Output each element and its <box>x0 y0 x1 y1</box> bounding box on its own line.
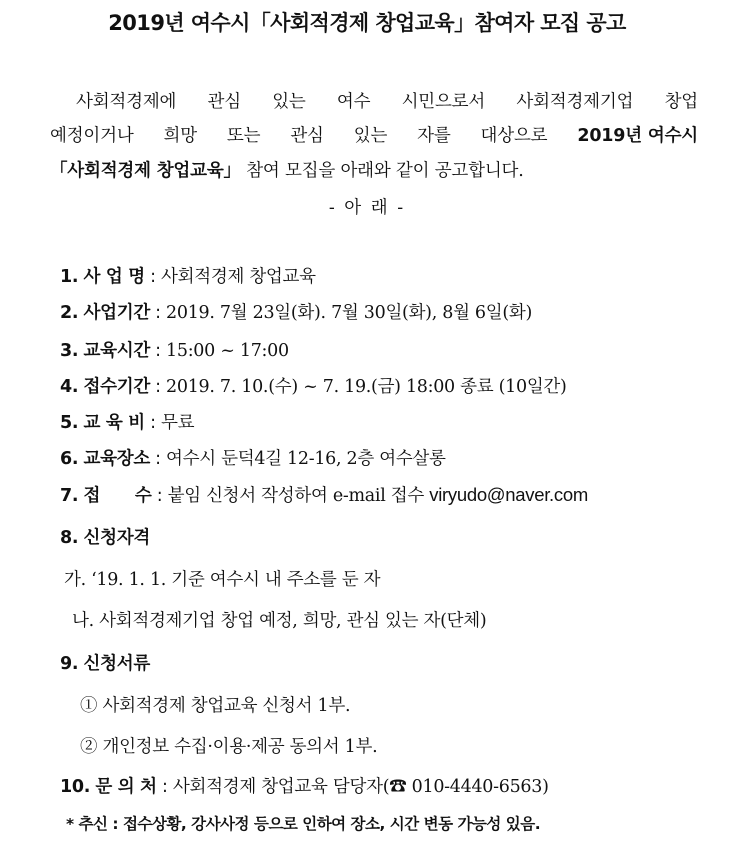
intro-word: 관심 <box>290 126 324 146</box>
intro-line-2 <box>50 122 698 147</box>
item-value: 사회적경제 창업교육 <box>161 267 316 287</box>
item-colon: : <box>149 303 167 323</box>
item-period <box>60 299 532 324</box>
item-number: 7. <box>60 486 79 506</box>
item-value: 15:00 ~ 17:00 <box>166 341 289 361</box>
item-colon: : <box>151 486 168 506</box>
item-documents <box>60 650 150 675</box>
item-label: 사 업 명 <box>83 267 145 287</box>
intro-word: 관심 <box>207 92 241 112</box>
intro-bold-program: 「사회적경제 창업교육」 <box>50 161 241 181</box>
item-number: 1. <box>60 267 79 287</box>
intro-rest: 참여 모집을 아래와 같이 공고합니다. <box>240 161 524 181</box>
intro-word: 희망 <box>163 126 197 146</box>
section-divider: - 아 래 - <box>328 198 406 218</box>
contact-phone: 010-4440-6563) <box>406 777 549 797</box>
item-label: 사업기간 <box>83 303 150 323</box>
item-contact <box>60 773 549 798</box>
item-label: 신청서류 <box>83 654 150 674</box>
intro-word: 사회적경제에 <box>76 92 177 112</box>
contact-email-link[interactable]: viryudo@naver.com <box>429 484 588 505</box>
item-label: 교 육 비 <box>83 413 145 433</box>
intro-word: 예정이거나 <box>50 126 134 146</box>
item-value: 2019. 7. 10.(수) ~ 7. 19.(금) 18:00 종료 (10일간) <box>166 377 567 397</box>
item-colon: : <box>149 449 167 469</box>
item-fee <box>60 409 194 434</box>
item-value: 여수시 둔덕4길 12-16, 2층 여수살롱 <box>166 449 446 469</box>
item-number: 10. <box>60 777 91 797</box>
item-number: 6. <box>60 449 79 469</box>
intro-word: 여수 <box>336 92 371 112</box>
eligibility-item-b: 나. 사회적경제기업 창업 예정, 희망, 관심 있는 자(단체) <box>72 611 487 631</box>
intro-line-1 <box>50 88 698 113</box>
postscript-note: * 추신 : 접수상황, 강사사정 등으로 인하여 장소, 시간 변동 가능성 있음. <box>66 815 541 833</box>
item-project-name <box>60 263 316 288</box>
item-colon: : <box>156 777 173 797</box>
intro-word: 있는 <box>353 126 388 146</box>
item-number: 4. <box>60 377 79 397</box>
item-number: 9. <box>60 654 79 674</box>
item-label: 문 의 처 <box>95 777 157 797</box>
item-colon: : <box>144 413 162 433</box>
item-application-period <box>60 373 567 398</box>
item-submission <box>60 482 588 507</box>
eligibility-item-a: 가. ‘19. 1. 1. 기준 여수시 내 주소를 둔 자 <box>64 570 381 590</box>
item-venue <box>60 445 446 470</box>
intro-word: 창업 <box>664 92 698 112</box>
item-value: 무료 <box>161 413 195 433</box>
item-label: 접수기간 <box>83 377 150 397</box>
document-item-1: ① 사회적경제 창업교육 신청서 1부. <box>80 696 351 716</box>
item-label: 교육장소 <box>83 449 150 469</box>
item-value: 사회적경제 창업교육 담당자( <box>172 777 390 797</box>
intro-bold-year-city: 2019년 여수시 <box>577 126 698 146</box>
intro-word: 있는 <box>272 92 306 112</box>
item-colon: : <box>144 267 162 287</box>
intro-word: 사회적경제기업 <box>516 92 634 112</box>
phone-icon: ☎ <box>389 777 407 797</box>
item-number: 5. <box>60 413 79 433</box>
item-colon: : <box>149 341 167 361</box>
intro-word: 시민으로서 <box>401 92 486 112</box>
item-label: 교육시간 <box>83 341 150 361</box>
intro-word: 또는 <box>226 126 261 146</box>
intro-word: 대상으로 <box>480 126 548 146</box>
item-eligibility <box>60 524 150 549</box>
item-number: 8. <box>60 528 79 548</box>
item-value: 2019. 7월 23일(화). 7월 30일(화), 8월 6일(화) <box>166 303 533 323</box>
item-number: 3. <box>60 341 79 361</box>
document-item-2: ② 개인정보 수집·이용·제공 동의서 1부. <box>80 737 378 757</box>
item-label: 신청자격 <box>83 528 150 548</box>
intro-line-3 <box>50 157 698 182</box>
item-colon: : <box>149 377 167 397</box>
item-value: 붙임 신청서 작성하여 e-mail 접수 <box>167 486 430 506</box>
item-time <box>60 337 289 362</box>
item-label: 접 수 <box>83 486 152 506</box>
notice-title: 2019년 여수시「사회적경제 창업교육」참여자 모집 공고 <box>108 11 626 35</box>
item-number: 2. <box>60 303 79 323</box>
intro-word: 자를 <box>417 126 451 146</box>
